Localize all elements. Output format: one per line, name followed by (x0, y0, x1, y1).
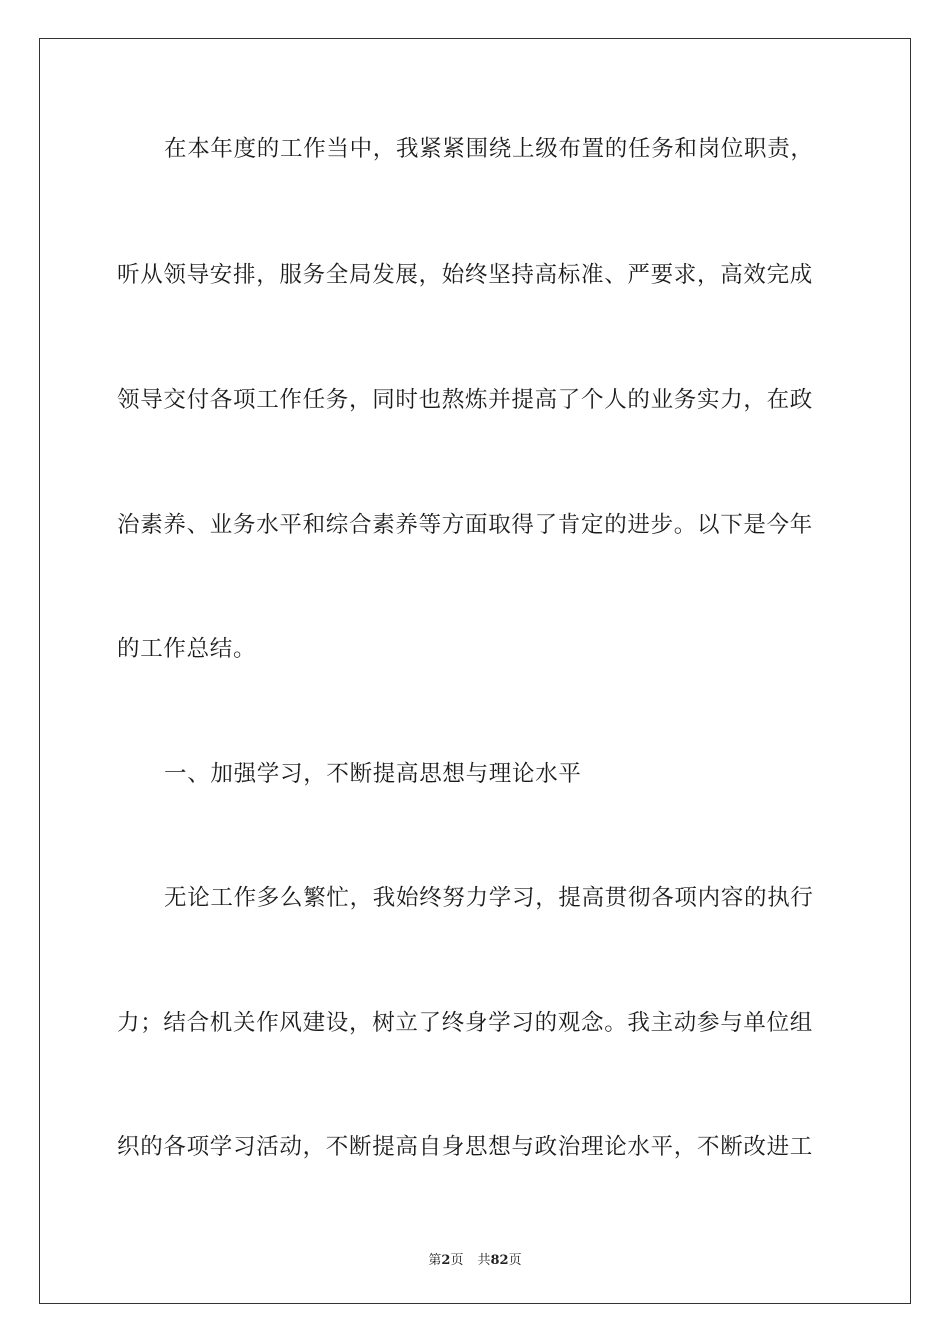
footer-total-pages: 82 (490, 1253, 509, 1268)
paragraph-1-line-1: 在本年度的工作当中，我紧紧围绕上级布置的任务和岗位职责， (164, 136, 814, 162)
page-footer (0, 1249, 950, 1268)
footer-page-prefix: 第 (428, 1253, 442, 1268)
section-heading: 一、加强学习，不断提高思想与理论水平 (164, 761, 582, 787)
paragraph-1-line-5: 的工作总结。 (117, 636, 257, 662)
footer-total-prefix: 共 (477, 1253, 491, 1268)
paragraph-1-line-2: 听从领导安排，服务全局发展，始终坚持高标准、严要求，高效完成 (117, 262, 814, 288)
paragraph-1-line-3: 领导交付各项工作任务，同时也熬炼并提高了个人的业务实力，在政 (117, 387, 814, 413)
footer-page-number: 2 (441, 1253, 451, 1268)
paragraph-1-line-4: 治素养、业务水平和综合素养等方面取得了肯定的进步。以下是今年 (117, 512, 814, 538)
paragraph-2-line-1: 无论工作多么繁忙，我始终努力学习，提高贯彻各项内容的执行 (164, 885, 814, 911)
paragraph-2-line-2: 力；结合机关作风建设，树立了终身学习的观念。我主动参与单位组 (117, 1010, 814, 1036)
footer-page-suffix: 页 (450, 1253, 464, 1268)
footer-total-suffix: 页 (508, 1253, 522, 1268)
page-border (39, 38, 911, 1304)
paragraph-2-line-3: 织的各项学习活动，不断提高自身思想与政治理论水平，不断改进工 (117, 1134, 814, 1160)
